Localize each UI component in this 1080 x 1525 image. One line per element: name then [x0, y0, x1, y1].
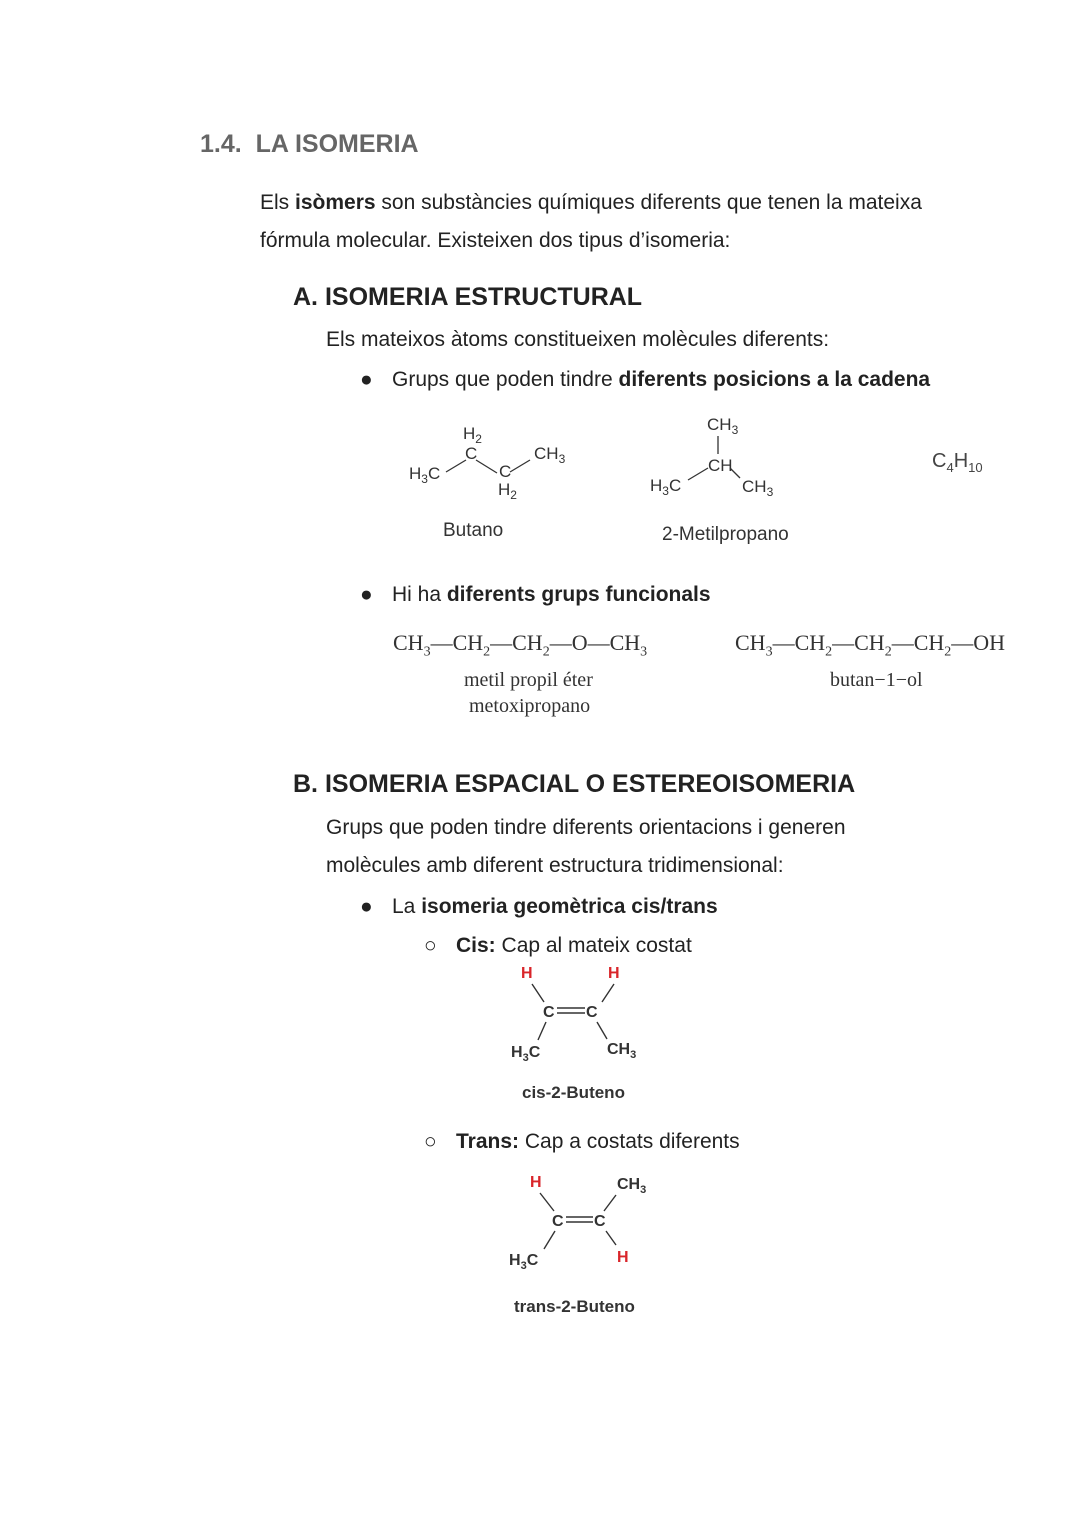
section-title-text: LA ISOMERIA: [255, 130, 419, 158]
ether-formula: $CH_3—CH_2—CH_2—O—CH_3$: [393, 630, 648, 660]
intro-paragraph: [260, 184, 1020, 260]
ether-name-2: metoxipropano: [469, 695, 591, 717]
cis-item: ○ Cis: Cap al mateix costat: [424, 934, 692, 957]
trans-2-buteno-name: trans-2-Buteno: [514, 1297, 635, 1316]
cis-2-buteno-name: cis-2-Buteno: [522, 1083, 625, 1102]
molecular-formula: $C_4H_{10}$: [932, 450, 983, 475]
metilpropano-name: 2-Metilpropano: [662, 524, 789, 545]
butano-h2-bottom: $H_2$: [498, 480, 517, 502]
trans-item: ○ Trans: Cap a costats diferents: [424, 1130, 740, 1153]
cis-label: Cis:: [456, 934, 496, 957]
butano-h2-top: $H_2$: [463, 424, 482, 446]
metilpropano-structure: [640, 408, 810, 503]
trans-h3c: $H_3C$: [509, 1252, 539, 1272]
intro-line-1: Els isòmers son substàncies químiques diferents que tenen la mateixa: [260, 191, 922, 214]
trans-label: Trans:: [456, 1130, 520, 1153]
cis-h3c: $H_3C$: [511, 1044, 541, 1064]
butano-c-top: C: [465, 444, 478, 463]
trans-c-right: C: [594, 1213, 606, 1230]
metilpropano-ch3-top: $CH_3$: [707, 415, 739, 437]
bullet-geometric: ● La isomeria geomètrica cis/trans: [360, 895, 718, 918]
heading-spatial: B. ISOMERIA ESPACIAL O ESTEREOISOMERIA: [293, 770, 856, 798]
ether-name-1: metil propil éter: [464, 669, 593, 691]
trans-c-left: C: [552, 1213, 564, 1230]
butano-h3c: $H_3C$: [409, 464, 441, 486]
trans-ch3: $CH_3$: [617, 1176, 647, 1196]
metilpropano-h3c: $H_3C$: [650, 476, 682, 498]
metilpropano-ch3-right: $CH_3$: [742, 477, 774, 499]
cis-c-right: C: [586, 1004, 598, 1021]
cis-2-buteno-structure: [500, 960, 660, 1070]
butano-name: Butano: [443, 520, 504, 541]
trans-2-buteno-structure: [500, 1165, 660, 1275]
cis-h-left: H: [521, 965, 533, 982]
section-title: [200, 130, 419, 159]
trans-h-top: H: [530, 1174, 542, 1191]
bullet-positions: ● Grups que poden tindre diferents posicions a la cadena: [360, 368, 931, 391]
butano-structure: [400, 415, 590, 505]
butano-c-bottom: C: [499, 462, 512, 481]
section-number: 1.4.: [200, 130, 242, 158]
spatial-description: Grups que poden tindre diferents orientacions i generen molècules amb diferent estructura tridimensional:: [326, 816, 846, 877]
alcohol-formula: $CH_3—CH_2—CH_2—CH_2—OH$: [735, 630, 1006, 660]
structural-description: Els mateixos àtoms constitueixen molècules diferents:: [326, 328, 830, 351]
cis-h-right: H: [608, 965, 620, 982]
intro-line-2: fórmula molecular. Existeixen dos tipus d’isomeria:: [260, 229, 731, 252]
isomers-term: isòmers: [295, 191, 376, 214]
heading-structural: A. ISOMERIA ESTRUCTURAL: [293, 283, 643, 311]
cis-ch3: $CH_3$: [607, 1041, 637, 1061]
metilpropano-ch: CH: [708, 456, 733, 475]
butano-ch3: $CH_3$: [534, 444, 566, 466]
bullet-functional-groups: ● Hi ha diferents grups funcionals: [360, 583, 711, 606]
cis-c-left: C: [543, 1004, 555, 1021]
alcohol-name: butan−1−ol: [830, 669, 923, 691]
trans-h-bottom: H: [617, 1249, 629, 1266]
